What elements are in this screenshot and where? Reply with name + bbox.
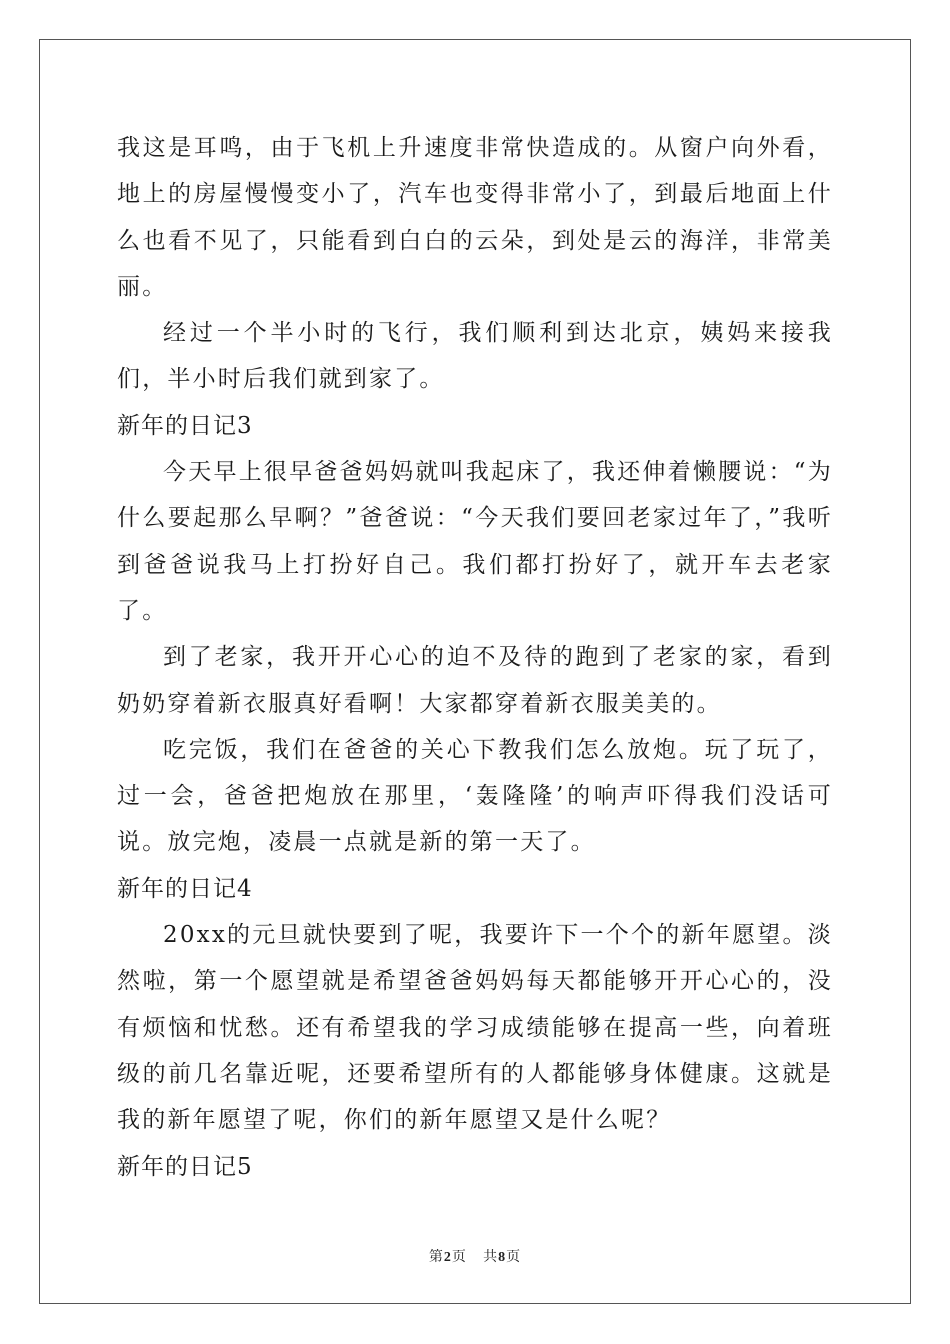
- document-body: [117, 125, 833, 1190]
- footer-page-suffix: 页: [451, 1249, 467, 1265]
- section-heading: 新年的日记3: [117, 412, 253, 439]
- footer-prefix: 第: [428, 1249, 444, 1265]
- paragraph: 吃完饭，我们在爸爸的关心下教我们怎么放炮。玩了玩了，过一会，爸爸把炮放在那里，‘轰隆隆’的响声吓得我们没话可说。放完炮，凌晨一点就是新的第一天了。: [117, 736, 833, 856]
- paragraph: 到了老家，我开开心心的迫不及待的跑到了老家的家，看到奶奶穿着新衣服真好看啊！大家都穿着新衣服美美的。: [117, 644, 833, 717]
- paragraph: 我这是耳鸣，由于飞机上升速度非常快造成的。从窗户向外看，地上的房屋慢慢变小了，汽车也变得非常小了，到最后地面上什么也看不见了，只能看到白白的云朵，到处是云的海洋，非常美丽。: [117, 135, 833, 300]
- section-heading: 新年的日记5: [117, 1153, 253, 1180]
- paragraph: 今天早上很早爸爸妈妈就叫我起床了，我还伸着懒腰说：“为什么要起那么早啊？”爸爸说：“今天我们要回老家过年了，”我听到爸爸说我马上打扮好自己。我们都打扮好了，就开车去老家了。: [117, 459, 833, 624]
- page-footer: [0, 1247, 950, 1268]
- footer-total-prefix: 共: [483, 1249, 499, 1265]
- footer-total-suffix: 页: [506, 1249, 522, 1265]
- section-heading: 新年的日记4: [117, 875, 253, 902]
- paragraph: 20xx的元旦就快要到了呢，我要许下一个个的新年愿望。淡然啦，第一个愿望就是希望爸爸妈妈每天都能够开开心心的，没有烦恼和忧愁。还有希望我的学习成绩能够在提高一些，向着班级的前几名靠近呢，还要希望所有的人都能够身体健康。这就是我的新年愿望了呢，你们的新年愿望又是什么呢？: [117, 922, 833, 1134]
- paragraph: 经过一个半小时的飞行，我们顺利到达北京，姨妈来接我们，半小时后我们就到家了。: [117, 320, 833, 393]
- total-page-number: 8: [498, 1250, 507, 1265]
- current-page-number: 2: [443, 1250, 452, 1265]
